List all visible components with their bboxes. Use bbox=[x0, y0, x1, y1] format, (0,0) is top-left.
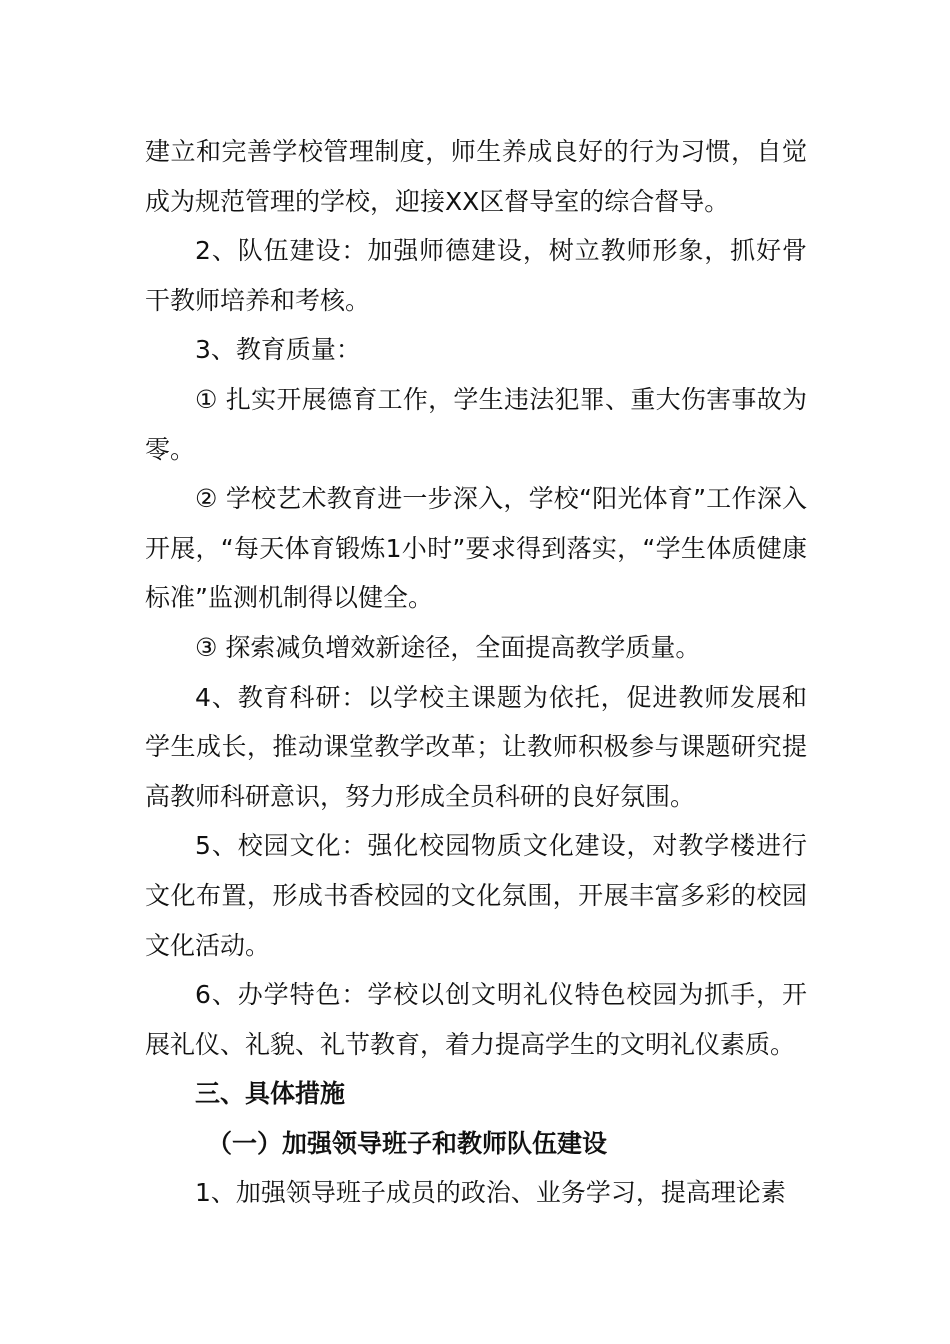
paragraph-teaching-quality: ③ 探索减负增效新途径，全面提高教学质量。 bbox=[195, 632, 701, 662]
paragraph-research: 4、教育科研：以学校主课题为依托，促进教师发展和学生成长，推动课堂教学改革；让教师积极参与课题研究提高教师科研意识，努力形成全员科研的良好氛围。 bbox=[145, 682, 807, 811]
paragraph-education-quality-heading: 3、教育质量： bbox=[195, 335, 361, 365]
subsection-heading-leadership: （一）加强领导班子和教师队伍建设 bbox=[207, 1128, 608, 1158]
document-body bbox=[145, 127, 807, 1218]
paragraph-team-building: 2、队伍建设：加强师德建设，树立教师形象，抓好骨干教师培养和考核。 bbox=[145, 236, 807, 315]
section-heading-measures: 三、具体措施 bbox=[195, 1079, 346, 1109]
paragraph-leadership-study: 1、加强领导班子成员的政治、业务学习，提高理论素 bbox=[195, 1178, 786, 1208]
paragraph-moral-education: ① 扎实开展德育工作，学生违法犯罪、重大伤害事故为零。 bbox=[145, 384, 807, 464]
paragraph-campus-culture: 5、校园文化：强化校园物质文化建设，对教学楼进行文化布置，形成书香校园的文化氛围，开展丰富多彩的校园文化活动。 bbox=[145, 831, 807, 960]
paragraph-management-system: 建立和完善学校管理制度，师生养成良好的行为习惯，自觉成为规范管理的学校，迎接XX区督导室的综合督导。 bbox=[145, 137, 807, 216]
paragraph-arts-sports: ② 学校艺术教育进一步深入，学校“阳光体育”工作深入开展，“每天体育锻炼1小时”要求得到落实，“学生体质健康标准”监测机制得以健全。 bbox=[145, 484, 807, 613]
paragraph-school-feature: 6、办学特色：学校以创文明礼仪特色校园为抓手，开展礼仪、礼貌、礼节教育，着力提高学生的文明礼仪素质。 bbox=[145, 980, 807, 1059]
